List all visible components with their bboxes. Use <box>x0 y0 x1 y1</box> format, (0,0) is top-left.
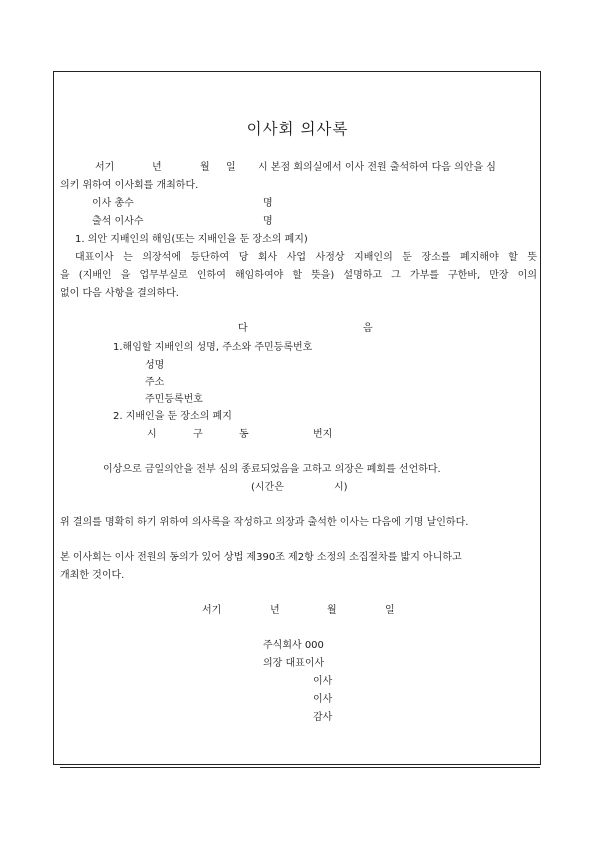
field-name: 성명 <box>145 360 165 371</box>
address-district: 구 <box>193 429 203 440</box>
sign-date-year: 년 <box>270 605 280 616</box>
address-dong: 동 <box>239 429 249 440</box>
intro-era: 서기 <box>95 162 115 173</box>
signatory-company: 주식회사 000 <box>263 640 324 651</box>
agenda-body-line-2: 을 (지배인 을 업무부실로 인하여 해임하여야 할 뜻을) 설명하고 그 가부를 구한바, 만장 이의 <box>60 270 537 281</box>
signatory-director-2: 이사 <box>313 694 333 705</box>
bottom-rule <box>60 767 540 768</box>
address-bunji: 번지 <box>313 429 333 440</box>
closing-time-close: 시) <box>334 482 348 493</box>
intro-line2: 의키 위하여 이사회를 개최하다. <box>60 180 199 191</box>
address-city: 시 <box>147 429 157 440</box>
intro-line1-rest: 시 본점 회의실에서 이사 전원 출석하여 다음 의안을 심 <box>258 162 496 173</box>
agenda-body-line-3: 없이 다음 사항을 결의하다. <box>60 288 179 299</box>
intro-year: 년 <box>152 162 162 173</box>
consent-line-2: 개최한 것이다. <box>60 570 125 581</box>
field-address: 주소 <box>145 377 165 388</box>
intro-day: 일 <box>226 162 236 173</box>
document-title: 이사회 의사록 <box>246 120 349 138</box>
director-present-unit: 명 <box>263 216 273 227</box>
signatory-auditor: 감사 <box>313 712 333 723</box>
resolution-item-2: 2. 지배인을 둔 장소의 폐지 <box>113 411 232 422</box>
intro-month: 월 <box>200 162 210 173</box>
signatory-chair: 의장 대표이사 <box>263 658 325 669</box>
sign-date-month: 월 <box>327 605 337 616</box>
resolution-item-1: 1.해임할 지배인의 성명, 주소와 주민등록번호 <box>113 342 313 353</box>
director-total-unit: 명 <box>263 198 273 209</box>
resolution-heading-right: 음 <box>363 323 373 334</box>
sign-date-day: 일 <box>385 605 395 616</box>
resolution-heading-left: 다 <box>238 323 248 334</box>
closing-line: 이상으로 금일의안을 전부 심의 종료되었음을 고하고 의장은 폐회를 선언하다. <box>103 464 441 475</box>
signatory-director-1: 이사 <box>313 676 333 687</box>
sign-date-era: 서기 <box>202 605 222 616</box>
agenda-heading: 1. 의안 지배인의 해임(또는 지배인을 둔 장소의 폐지) <box>75 234 308 245</box>
attest-line: 위 결의를 명확히 하기 위하여 의사록을 작성하고 의장과 출석한 이사는 다음에 기명 날인하다. <box>60 517 469 528</box>
consent-line-1: 본 이사회는 이사 전원의 동의가 있어 상법 제390조 제2항 소정의 소집절차를 밟지 아니하고 <box>60 552 462 563</box>
director-total-label: 이사 총수 <box>92 198 134 209</box>
agenda-body-line-1: 대표이사 는 의장석에 등단하여 당 회사 사업 사정상 지배인의 둔 장소를 폐지해야 할 뜻 <box>75 252 537 263</box>
closing-time-open: (시간은 <box>251 482 284 493</box>
field-resident-number: 주민등록번호 <box>145 394 203 405</box>
director-present-label: 출석 이사수 <box>92 216 144 227</box>
